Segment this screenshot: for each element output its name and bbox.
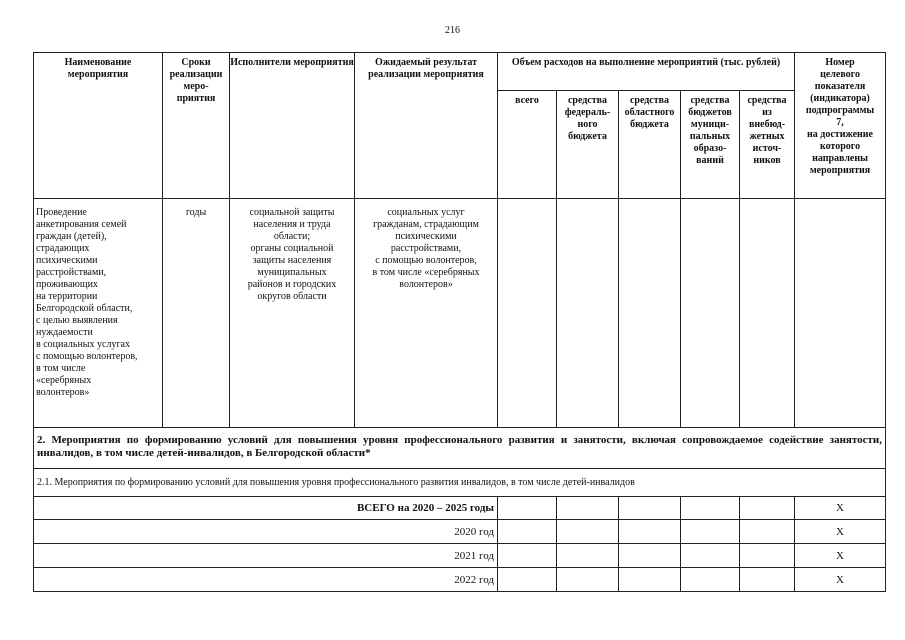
- year-row-label: 2022 год: [34, 568, 498, 592]
- year-row-indicator: X: [795, 544, 886, 568]
- header-indicator: Номер целевого показателя (индикатора) подпрограммы 7, на достижение которого направлены мероприятия: [795, 53, 886, 199]
- header-expenses: Объем расходов на выполнение мероприятий (тыс. рублей): [498, 53, 795, 91]
- header-total: всего: [498, 91, 557, 199]
- row1-name: Проведение анкетирования семей граждан (детей), страдающих психическими расстройствами, проживающих на территории Белгородской области, с целью выявления нуждаемости в социальных услугах с помощью волонтеров, в том числе «серебряных волонтеров»: [34, 199, 163, 428]
- row1-municipal: [681, 199, 740, 428]
- table-row: [34, 568, 886, 592]
- row1-result: социальных услуг гражданам, страдающим психическими расстройствами, с помощью волонтеров, в том числе «серебряных волонтеров»: [355, 199, 498, 428]
- year-row-label: ВСЕГО на 2020 – 2025 годы: [34, 497, 498, 520]
- page-number: 216: [445, 25, 460, 36]
- table-row: [34, 497, 886, 520]
- row1-offbudget: [740, 199, 795, 428]
- header-result: Ожидаемый результат реализации мероприятия: [355, 53, 498, 199]
- table-row: [34, 520, 886, 544]
- table-row: [34, 544, 886, 568]
- header-offbudget: средства из внебюд- жетных источ- ников: [740, 91, 795, 199]
- year-row-label: 2020 год: [34, 520, 498, 544]
- header-regional: средства областного бюджета: [619, 91, 681, 199]
- year-row-indicator: X: [795, 497, 886, 520]
- section-2-1-heading: 2.1. Мероприятия по формированию условий для повышения уровня профессионального развития инвалидов, в том числе детей-инвалидов: [34, 469, 886, 497]
- section-2-heading: 2. Мероприятия по формированию условий для повышения уровня профессионального развития и занятости, включая сопровождаемое содействие занятости, инвалидов, в том числе детей-инвалидов, в Белгородской области*: [34, 428, 886, 469]
- header-executors: Исполнители мероприятия: [230, 53, 355, 199]
- header-terms: Сроки реализации меро- приятия: [163, 53, 230, 199]
- row1-federal: [557, 199, 619, 428]
- row1-terms: годы: [163, 199, 230, 428]
- row1-executors: социальной защиты населения и труда области; органы социальной защиты населения муниципальных районов и городских округов области: [230, 199, 355, 428]
- header-federal: средства федераль- ного бюджета: [557, 91, 619, 199]
- activities-table: [33, 52, 886, 592]
- row1-indicator: [795, 199, 886, 428]
- year-row-indicator: X: [795, 568, 886, 592]
- row1-regional: [619, 199, 681, 428]
- year-row-indicator: X: [795, 520, 886, 544]
- header-municipal: средства бюджетов муници- пальных образо- ваний: [681, 91, 740, 199]
- year-row-label: 2021 год: [34, 544, 498, 568]
- row1-total: [498, 199, 557, 428]
- header-name: Наименование мероприятия: [34, 53, 163, 199]
